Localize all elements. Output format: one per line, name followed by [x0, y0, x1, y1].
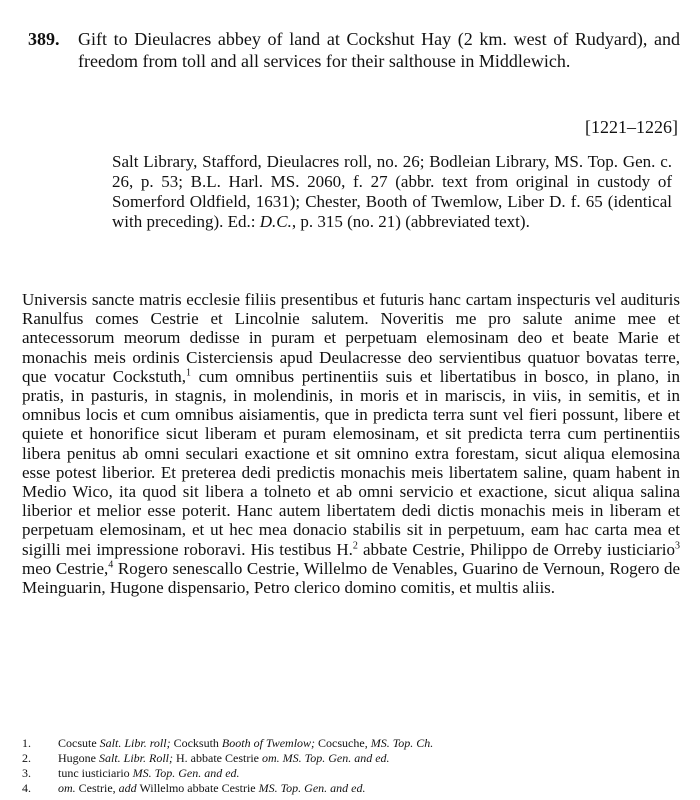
footnote-ref: 3 — [675, 539, 680, 551]
footnote-text: Hugone — [58, 751, 99, 765]
footnote-italic: Salt. Libr. roll; — [99, 736, 171, 750]
sources-text-end: , p. 315 (no. 21) (abbreviated text). — [291, 212, 530, 231]
footnote — [22, 751, 672, 766]
footnote-ref: 1 — [185, 367, 191, 379]
footnote-ref: 2 — [352, 539, 358, 551]
entry-number: 389. — [28, 29, 60, 49]
footnote-italic: Salt. Libr. Roll; — [99, 751, 174, 765]
footnotes — [22, 736, 672, 796]
footnote-text: Cocsuche, — [315, 736, 371, 750]
footnote-text: tunc iusticiario — [58, 766, 133, 780]
entry-heading — [28, 28, 680, 72]
footnote-number: 1. — [22, 736, 31, 750]
charter-segment: Universis sancte matris ecclesie filiis presentibus et futuris hanc cartam inspecturis vel audituris Ranulfus comes Cestrie et Lincolnie salutem. Noveritis me pro salute anime mee et antecessorum meorum dedisse in puram et perpetuam elemosinam deo et beate Marie et monachis meis ordinis Cisterciensis apud Deulacresse deo servientibus quatuor bovatas terre, que vocatur Cockstuth, — [22, 290, 680, 386]
footnote-ref: 4 — [108, 559, 114, 571]
entry-title: Gift to Dieulacres abbey of land at Cockshut Hay (2 km. west of Rudyard), and freedom from toll and all services for their salthouse in Middlewich. — [78, 29, 680, 71]
footnote-italic: Booth of Twemlow; — [221, 736, 316, 750]
charter-segment: Rogero senescallo Cestrie, Willelmo de Venables, Guarino de Vernoun, Rogero de Meinguarin, Hugone dispensario, Petro clerico domino comitis, et multis aliis. — [22, 558, 680, 598]
footnote-text: H. abbate Cestrie — [173, 751, 262, 765]
entry-date: [1221–1226] — [585, 117, 678, 137]
footnote-text: Cocsute — [58, 736, 100, 750]
footnote — [22, 781, 672, 796]
sources-text: Salt Library, Stafford, Dieulacres roll, no. 26; Bodleian Library, MS. Top. Gen. c. 26, p. 53; B.L. Harl. MS. 2060, f. 27 (abbr. text from original in custody of Somerford Oldfield, 1631); Chester, Booth of Twemlow, Liber D. f. 65 (identical with preceding). Ed.: — [112, 152, 672, 231]
charter-segment: abbate Cestrie, Philippo de Orreby iusticiario — [357, 539, 675, 559]
footnote — [22, 736, 672, 751]
sources-paragraph — [112, 152, 672, 232]
charter-text — [22, 290, 680, 597]
footnote — [22, 766, 672, 781]
footnote-text: Cocksuth — [170, 736, 222, 750]
charter-segment: cum omnibus pertinentiis suis et libertatibus in bosco, in plano, in pratis, in pasturis, in stagnis, in molendinis, in moris et in mariscis, in viis, in semitis, et in omnibus locis et cum omnibus aisiamentis, que in predicta terra sunt vel fieri possunt, libere et quiete et honorifice sicut liberam et puram elemosinam, et sit predicta terra cum pertinentiis libera penitus ab omni seculari exactione et sit omnino extra forestam, sicut aliqua elemosina esse potest liberior. Et preterea dedi predictis monachis meis libertatem saline, quam habent in Medio Wico, ita quod sit libera a tolneto et ab omni servicio et exactione, sicut aliqua salina liberior et melior esse poterit. Hanc autem libertatem dedi dictis monachis meis in liberam et perpetuam elemosinam, et ut hec mea donacio stabilis sit in perpetuum, eam hac carta mea et sigilli mei impressione roboravi. His testibus H. — [22, 366, 681, 559]
footnote-italic: om. MS. Top. Gen. and ed. — [261, 751, 390, 765]
footnote-italic: add — [118, 781, 137, 795]
footnote-text: Willelmo abbate Cestrie — [136, 781, 259, 795]
footnote-number: 3. — [22, 766, 31, 780]
footnote-text: Cestrie, — [75, 781, 119, 795]
footnote-italic: MS. Top. Ch. — [370, 736, 434, 750]
footnote-italic: MS. Top. Gen. and ed. — [258, 781, 366, 795]
footnote-italic: om. — [58, 781, 76, 795]
edition-abbreviation: D.C. — [259, 212, 292, 231]
charter-segment: meo Cestrie, — [22, 558, 109, 578]
footnote-number: 2. — [22, 751, 31, 765]
footnote-number: 4. — [22, 781, 31, 795]
footnote-italic: MS. Top. Gen. and ed. — [132, 766, 240, 780]
